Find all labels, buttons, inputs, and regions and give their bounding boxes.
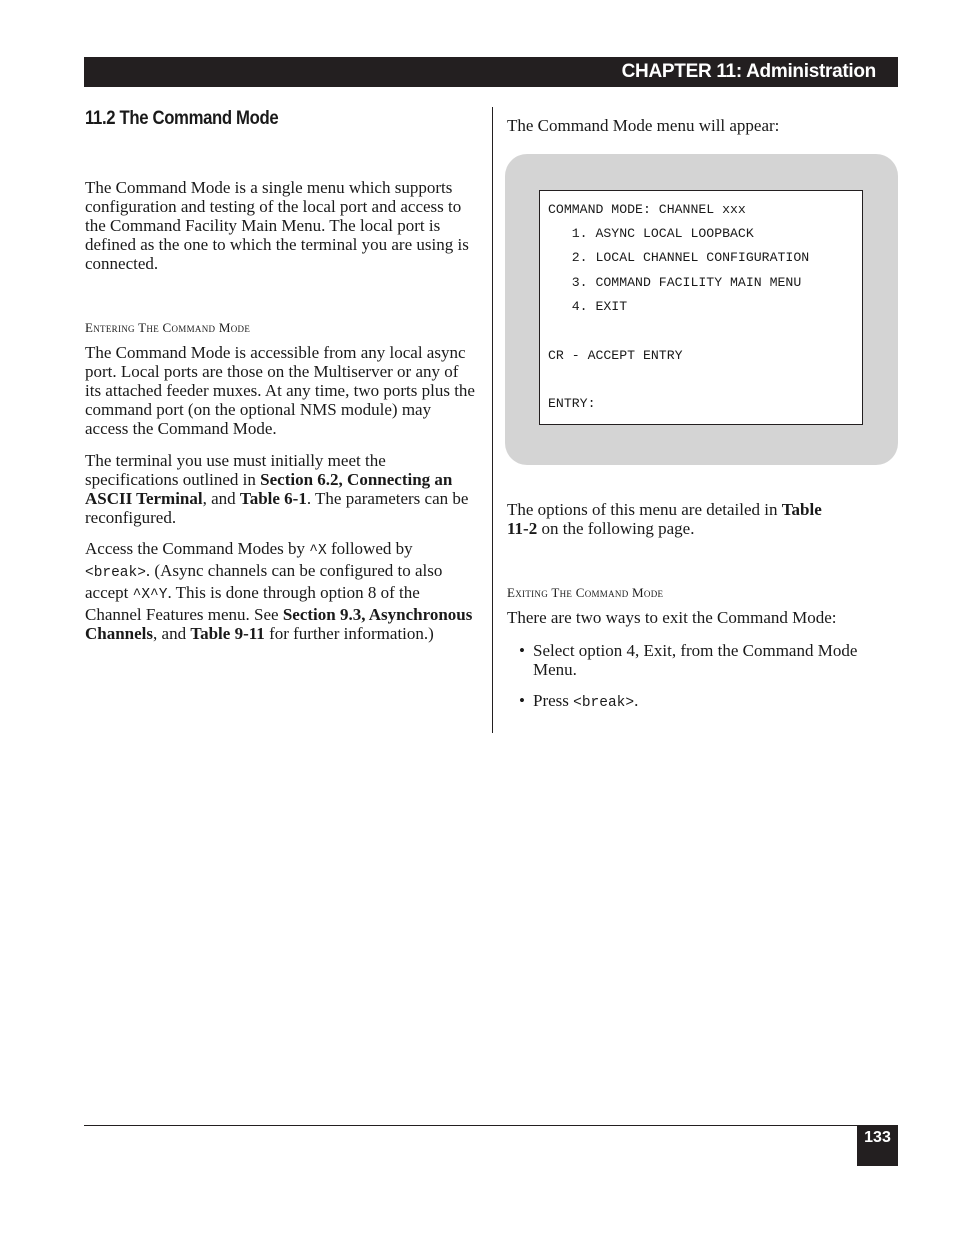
bullet-item-exit-option: • Select option 4, Exit, from the Command Mode Menu. (519, 641, 858, 679)
ctrl-xy-code: ^X^Y (132, 587, 168, 603)
screen-entry-prompt: ENTRY: (548, 396, 596, 411)
ctrl-x-code: ^X (309, 543, 327, 559)
subhead-exiting: Exiting The Command Mode (507, 585, 664, 600)
column-divider (492, 107, 493, 733)
access-paragraph: The Command Mode is accessible from any local async port. Local ports are those on the Multiserver or any of its attached feeder muxes. At any time, two ports plus the command port (on the optional NMS module) may access the Command Mode. (85, 343, 475, 438)
page-number: 133 (857, 1125, 898, 1166)
subhead-entering: Entering The Command Mode (85, 320, 251, 335)
break-code: <break> (573, 695, 635, 711)
screen-option-3: 3. COMMAND FACILITY MAIN MENU (548, 275, 802, 290)
section-title: 11.2 The Command Mode (85, 108, 279, 129)
bullet-item-press-break: • Press <break>. (519, 691, 639, 711)
screen-option-2: 2. LOCAL CHANNEL CONFIGURATION (548, 250, 810, 265)
screen-option-1: 1. ASYNC LOCAL LOOPBACK (548, 226, 754, 241)
screen-option-4: 4. EXIT (548, 299, 628, 314)
chapter-title: CHAPTER 11: Administration (621, 61, 876, 82)
section-ref-6-2: Section 6.2, Connecting an ASCII Terminal (85, 470, 453, 508)
screen-title-line: COMMAND MODE: CHANNEL xxx (548, 202, 746, 217)
terminal-paragraph: The terminal you use must initially meet the specifications outlined in Section 6.2, Connecting an ASCII Terminal, and Table 6-1. The parameters can be reconfigured. (85, 451, 469, 527)
modes-paragraph: Access the Command Modes by ^X followed by <break>. (Async channels can be configured to also accept ^X^Y. This is done through option 8 of the Channel Features menu. See Section 9.3, Asynchronous Channels, and Table 9-11 for further information.) (85, 539, 473, 643)
table-ref-6-1: Table 6-1 (239, 489, 307, 508)
bullet-icon: • (519, 691, 525, 710)
intro-paragraph: The Command Mode is a single menu which supports configuration and testing of the local port and access to the Command Facility Main Menu. The local port is defined as the one to which the terminal you are using is connected. (85, 178, 469, 273)
table-ref-11-2: Table 11-2 (507, 500, 822, 538)
bullet-icon: • (519, 641, 525, 660)
menu-intro: The Command Mode menu will appear: (507, 116, 780, 135)
break-code: <break> (85, 565, 146, 581)
chapter-header-bar (84, 57, 898, 87)
table-ref-9-11: Table 9-11 (190, 624, 265, 643)
section-ref-9-3: Section 9.3, Asynchronous Channels (85, 605, 473, 643)
screen-accept-line: CR - ACCEPT ENTRY (548, 348, 683, 363)
exit-intro: There are two ways to exit the Command Mode: (507, 608, 837, 627)
options-paragraph: The options of this menu are detailed in Table 11-2 on the following page. (507, 500, 822, 538)
footer-rule (84, 1125, 898, 1126)
